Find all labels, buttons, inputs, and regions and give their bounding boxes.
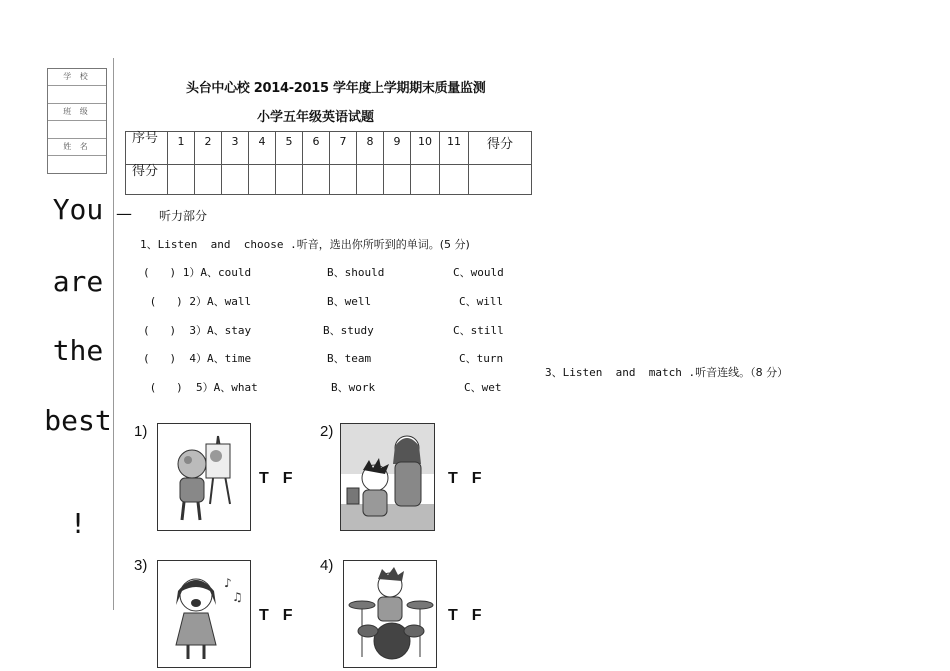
q3-chinese: 听音连线。（8 分） [695,366,789,379]
q1-item-5-c: C、wet [464,381,502,394]
exam-title: 头台中心校 2014-2015 学年度上学期期末质量监测 [186,81,486,96]
answer-paren[interactable]: ( ) [143,295,183,308]
score-col-4: 4 [249,132,276,165]
picture-mother-son [340,423,435,531]
q1-item-1-num [143,264,251,280]
option-a: 4）A、time [182,352,252,365]
score-cell[interactable] [249,165,276,195]
q1-item-5-b: B、work [331,381,376,394]
question-1-instruction [140,236,470,252]
school-label: 学 校 [48,69,106,86]
singing-girl-illustration [158,561,250,667]
mother-son-illustration [341,424,434,530]
score-col-1: 1 [168,132,195,165]
q1-chinese: 听音，选出你所听到的单词。(5 分) [296,238,470,251]
score-cell[interactable] [195,165,222,195]
picture-number-2: 2) [320,423,334,440]
true-false-2[interactable]: TF [448,470,496,487]
q1-item-3-c: C、still [453,324,504,337]
answer-paren[interactable]: ( ) [143,352,177,365]
picture-painting [157,423,251,531]
score-cell[interactable] [168,165,195,195]
motto-word-5: ! [69,507,87,540]
school-blank[interactable] [48,86,106,104]
option-a: 5）A、what [189,381,258,394]
score-cell[interactable] [411,165,440,195]
score-col-3: 3 [222,132,249,165]
score-table [125,131,532,195]
picture-number-4: 4) [320,557,334,574]
score-cell[interactable] [357,165,384,195]
score-cell[interactable] [440,165,469,195]
question-3-instruction [545,364,788,380]
score-col-5: 5 [276,132,303,165]
score-cell[interactable] [276,165,303,195]
q1-item-2-num [143,293,251,309]
score-col-total: 得分 [469,132,532,165]
score-cell[interactable] [384,165,411,195]
answer-paren[interactable]: ( ) [143,381,183,394]
score-cell[interactable] [330,165,357,195]
section-dash: — [116,204,132,223]
option-a: 1）A、could [182,266,252,279]
q1-item-1-b: B、should [327,266,385,279]
true-false-4[interactable]: TF [448,607,496,624]
q1-item-1-c: C、would [453,266,504,279]
score-col-2: 2 [195,132,222,165]
q1-item-3-b: B、study [323,324,374,337]
option-a: 2）A、wall [189,295,252,308]
option-a: 3）A、stay [182,324,252,337]
name-label: 姓 名 [48,139,106,156]
painting-child-illustration [158,424,250,530]
q1-item-4-num [143,350,251,366]
picture-number-1: 1) [134,423,148,440]
true-false-3[interactable]: TF [259,607,307,624]
drummer-illustration [344,561,436,667]
score-col-7: 7 [330,132,357,165]
picture-drums [343,560,437,668]
score-col-6: 6 [303,132,330,165]
student-info-box [47,68,107,174]
score-col-9: 9 [384,132,411,165]
motto-word-4: best [44,404,112,437]
q1-prefix: 1、Listen and choose . [140,238,297,251]
score-cell-total[interactable] [469,165,532,195]
row-label-score: 得分 [126,165,168,195]
answer-paren[interactable]: ( ) [143,266,177,279]
score-col-11: 11 [440,132,469,165]
name-blank[interactable] [48,156,106,173]
motto-word-2: are [52,265,104,298]
q3-prefix: 3、Listen and match . [545,366,696,379]
section-heading-listening: 听力部分 [159,209,208,223]
class-label: 班 级 [48,104,106,121]
q1-item-2-b: B、well [327,295,372,308]
q1-item-3-num [143,322,251,338]
score-cell[interactable] [222,165,249,195]
q1-item-2-c: C、will [459,295,504,308]
motto-word-1: You [52,193,104,226]
picture-number-3: 3) [134,557,148,574]
score-cell[interactable] [303,165,330,195]
row-label-number: 序号 [126,132,168,165]
svg-text:♪: ♪ [224,576,232,590]
class-blank[interactable] [48,121,106,139]
picture-singing [157,560,251,668]
true-false-1[interactable]: TF [259,470,307,487]
score-col-10: 10 [411,132,440,165]
motto-word-3: the [52,334,104,367]
exam-subtitle: 小学五年级英语试题 [257,110,375,125]
score-col-8: 8 [357,132,384,165]
q1-item-5-num [143,379,258,395]
svg-text:♫: ♫ [232,590,243,604]
q1-item-4-c: C、turn [459,352,504,365]
answer-paren[interactable]: ( ) [143,324,177,337]
q1-item-4-b: B、team [327,352,372,365]
